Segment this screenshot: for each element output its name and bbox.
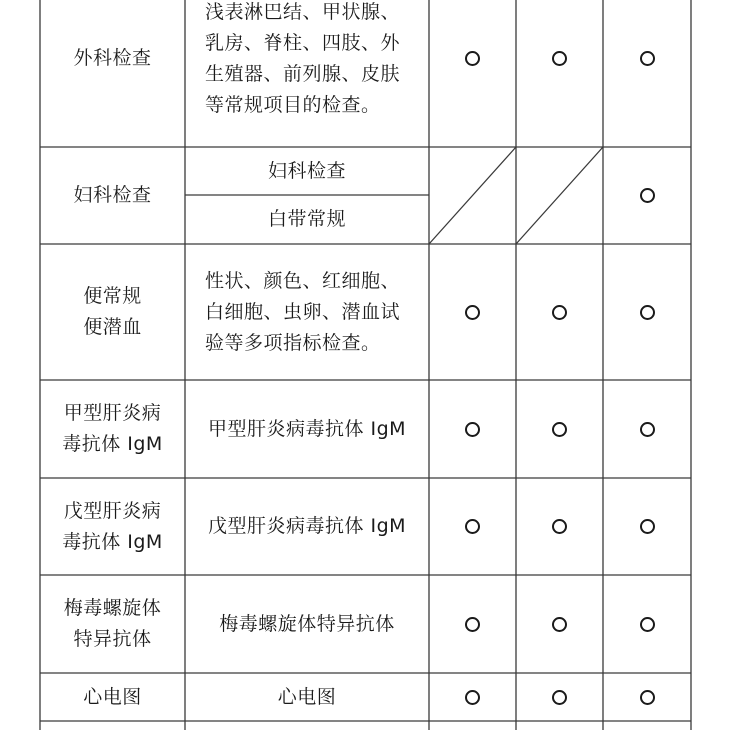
table-row-hav-name [40,380,185,478]
table-row-syphilis-name [40,575,185,673]
mark-cell [429,380,516,478]
mark-cell [603,0,691,117]
item-content: 甲型肝炎病毒抗体 IgM [207,417,407,440]
circle-icon [552,519,567,534]
name-line: 便常规 [83,285,142,307]
item-content [205,0,400,121]
item-content [205,266,400,359]
mark-cell [429,673,516,721]
content-line: 生殖器、前列腺、皮肤 [205,62,401,85]
circle-icon [552,617,567,632]
name-line: 戊型肝炎病 [63,499,162,522]
item-content: 戊型肝炎病毒抗体 IgM [207,515,407,537]
item-name: 心电图 [83,685,142,708]
name-line: 毒抗体 IgM [62,530,163,553]
circle-icon [552,422,567,437]
mark-cell [603,380,691,478]
not-applicable-slash [429,147,516,244]
mark-cell [516,380,603,478]
circle-icon [552,305,567,320]
content-line: 乳房、脊柱、四肢、外 [205,31,401,54]
table-row-gynecology-name [40,147,185,244]
sub-item [185,147,429,195]
table-row-hav-content [185,380,429,478]
table-row-stool-content [185,244,429,380]
name-line: 甲型肝炎病 [63,402,162,424]
mark-cell [516,575,603,673]
name-line: 特异抗体 [73,628,152,650]
item-content: 梅毒螺旋体特异抗体 [219,612,395,635]
mark-cell [429,0,516,117]
item-name [62,398,163,460]
mark-cell [516,478,603,575]
content-line: 等常规项目的检查。 [205,93,381,116]
circle-icon [552,51,567,66]
mark-cell [603,575,691,673]
name-line: 毒抗体 IgM [62,433,163,455]
item-content: 心电图 [277,685,337,708]
content-line: 验等多项指标检查。 [205,331,381,354]
table-row-stool-name [40,244,185,380]
not-applicable-slash [516,147,603,244]
circle-icon [465,519,480,534]
table-row-syphilis-content [185,575,429,673]
item-name [64,593,162,655]
circle-icon [465,305,480,320]
table-row-ecg-name [40,673,185,721]
circle-icon [552,690,567,705]
item-name [62,496,163,558]
content-line: 性状、颜色、红细胞、 [205,269,401,292]
mark-cell [429,575,516,673]
table-row-hev-content [185,478,429,575]
mark-cell [429,244,516,380]
table-row-surgical-content [185,0,429,147]
sub-item-label: 妇科检查 [267,159,346,182]
table-row-surgical-name [40,0,185,147]
circle-icon [640,188,655,203]
circle-icon [640,519,655,534]
mark-cell [429,478,516,575]
name-line: 梅毒螺旋体 [63,597,162,619]
circle-icon [465,617,480,632]
name-line: 便潜血 [83,316,142,338]
circle-icon [465,422,480,437]
mark-cell [603,478,691,575]
sub-item [185,195,429,244]
mark-cell [603,673,691,721]
circle-icon [465,51,480,66]
circle-icon [640,617,655,632]
content-line: 白细胞、虫卵、潜血试 [205,300,401,323]
mark-cell [603,244,691,380]
content-line: 浅表淋巴结、甲状腺、 [205,0,401,23]
circle-icon [640,690,655,705]
item-name: 外科检查 [73,47,152,69]
mark-cell [516,244,603,380]
circle-icon [465,690,480,705]
item-name [83,281,142,343]
sub-item-label: 白带常规 [267,208,346,230]
circle-icon [640,422,655,437]
mark-cell [516,673,603,721]
mark-cell [516,0,603,117]
circle-icon [640,305,655,320]
circle-icon [640,51,655,66]
table-row-ecg-content [185,673,429,721]
item-name: 妇科检查 [73,184,152,206]
table-row-hev-name [40,478,185,575]
mark-cell [603,147,691,244]
